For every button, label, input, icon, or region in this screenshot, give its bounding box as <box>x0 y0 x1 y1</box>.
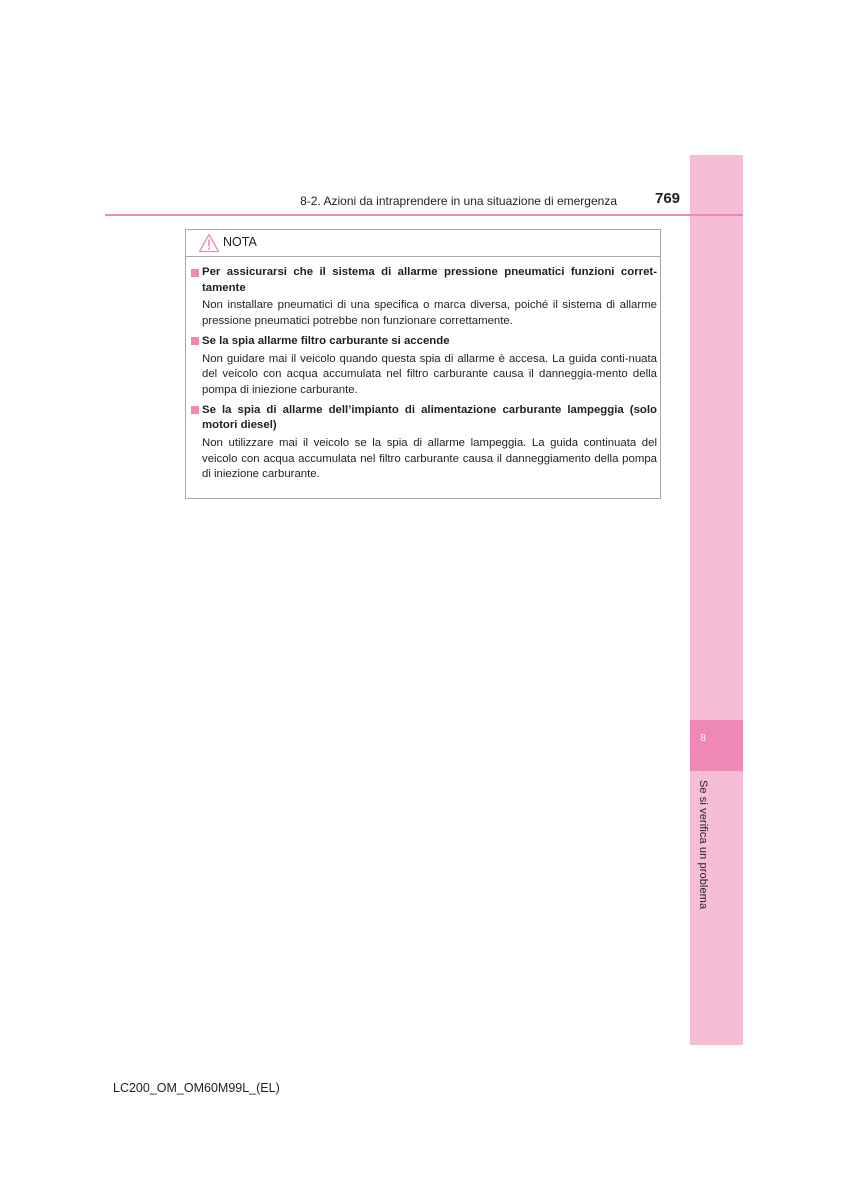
page-number: 769 <box>655 190 681 207</box>
note-item <box>191 403 657 484</box>
note-box <box>185 229 661 499</box>
chapter-tab-active[interactable] <box>690 720 743 771</box>
note-item-heading <box>191 265 657 296</box>
note-body <box>191 265 657 487</box>
note-title: NOTA <box>223 235 257 249</box>
chapter-title: Se si verifica un problema <box>697 780 709 910</box>
note-item-text: Non installare pneumatici di una specifica o marca diversa, poiché il sistema di allarme pressione pneumatici potrebbe non funzionare correttamente. <box>202 299 657 328</box>
note-header <box>186 230 660 257</box>
square-bullet-icon <box>191 269 199 277</box>
note-item-heading <box>191 334 657 350</box>
chapter-side-tab <box>690 155 743 1045</box>
note-item-text: Non guidare mai il veicolo quando questa spia di allarme è accesa. La guida conti-nuata del veicolo con acqua accumulata nel filtro carburante causa il danneggia-mento della pompa di iniezione carburante. <box>202 352 657 396</box>
note-item-heading <box>191 403 657 434</box>
note-item-heading-text: Per assicurarsi che il sistema di allarme pressione pneumatici funzioni corret-tamente <box>202 266 657 294</box>
note-item-heading-text: Se la spia allarme filtro carburante si accende <box>202 334 450 347</box>
section-heading: 8-2. Azioni da intraprendere in una situazione di emergenza <box>300 194 617 208</box>
note-item <box>191 334 657 399</box>
note-item-heading-text: Se la spia di allarme dell’impianto di alimentazione carburante lampeggia (solo motori diesel) <box>202 403 657 432</box>
square-bullet-icon <box>191 406 199 414</box>
square-bullet-icon <box>191 337 199 345</box>
header-divider <box>105 214 743 216</box>
warning-icon <box>198 233 220 253</box>
chapter-number: 8 <box>700 733 706 744</box>
document-code: LC200_OM_OM60M99L_(EL) <box>113 1081 280 1095</box>
note-item <box>191 265 657 330</box>
note-item-text: Non utilizzare mai il veicolo se la spia di allarme lampeggia. La guida continuata del veicolo con acqua accumulata nel filtro carburante causa il danneggiamento della pompa di iniezione carburante. <box>202 437 657 481</box>
